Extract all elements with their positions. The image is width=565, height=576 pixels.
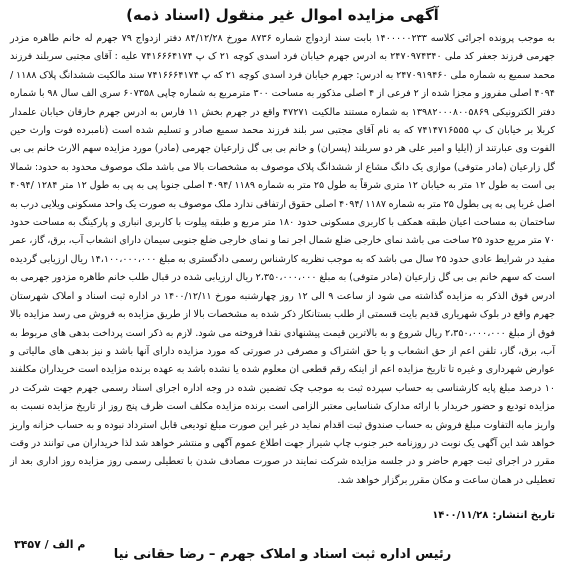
publication-date-value: ۱۴۰۰/۱۱/۲۸	[432, 510, 489, 521]
publication-date	[428, 508, 555, 524]
publication-date-label: تاریخ انتشار:	[492, 510, 555, 521]
notice-title: آگهی مزایده اموال غیر منقول (اسناد ذمه)	[126, 6, 439, 24]
notice-footer	[10, 508, 555, 568]
reference-code: ۳۴۵۷ / م الف	[14, 538, 86, 551]
signature-line: رئیس اداره ثبت اسناد و املاک جهرم – رضا حقانی نیا	[113, 547, 452, 562]
notice-body: به موجب پرونده اجرائی کلاسه ۱۴۰۰۰۰۰۲۳۳ بابت سند ازدواج شماره ۸۷۳۶ مورخ ۸۴/۱۲/۲۸ دفتر ازدواج ۷۹ جهرم له خانم طاهره مزدر جهرمی فرزند جعفر کد ملی ۲۴۷۰۹۷۴۳۴۰ به ادرس جهرم خیابان فرد اسدی کوچه ۲۱ ک پ ۷۴۱۶۶۶۴۱۷۴ علیه : آقای مجتبی سربلند فرزند محمد سمیع به شماره ملی ۲۴۷۰۹۱۹۴۶۰ به ادرس: جهرم خیابان فرد اسدی کوچه ۲۱ که پ ۷۴۱۶۶۶۴۱۷۴ سند مالکیت ششدانگ پلاک ۱۱۸۸ /۴۰۹۴ اصلی مفروز و مجزا شده از ۲ فرعی از ۴ اصلی مذکور به مساحت ۳۰۰ مترمربع به شماره چاپی ۶۰۷۳۵۸ سری الف سال ۹۸ با شماره دفتر الکترونیکی ۱۳۹۸۲۰۰۰۸۰۰۵۸۶۹ به شماره مستند مالکیت ۴۷۲۷۱ واقع در جهرم بخش ۱۱ فارس به ادرس جهرم خارقان خیابان علمدار کربلا بر خیابان ک پ ۷۴۱۴۷۱۶۵۵۵ که به نام آقای مجتبی سر بلند فرزند محمد سمیع صادر و تسلیم شده است (نامبرده فوت وارث حین الفوت وی عبارتند از (ایلیا و امیر علی هر دو سربلند (پسران) و خانم بی بی گل زارعیان جهرمی (مادر) مورد مزایده سهم الارث خانم بی بی گل زارعیان (مادر متوفی) موازی یک دانگ مشاع از ششدانگ پلاک موصوف به مشخصات بالا می باشد ملک موصوف محدود به حدود: شمالا بی است به طول ۱۲ متر به خیابان ۱۲ متری شرقاً به طول ۲۵ متر به شماره ۱۱۸۹ /۴۰۹۴ اصلی جنوبا پی به پی به طول ۱۲ متر ۱۲۸۴ /۴۰۹۴ اصل غربا پی به پی بطول ۲۵ متر به شماره ۱۱۸۷ /۴۰۹۴ اصلی حقوق ارتفاقی ندارد ملک موصوف به صورت یک واحد مسکونی ویلایی درب به ساختمان به مساحت اعیان طبقه همکف با کاربری مسکونی حدود ۱۸۰ متر مربع و طبقه پیلوت با کاربری انباری و پارکینگ به مساحت حدود ۷۰ متر مربع حدود ۲۵ ساخت می باشد نمای خارجی ضلع شمال اجر نما و نمای خارجی ضلع جنوبی سیمان دارای انشعاب آب، برق، گاز، عمر مفید در شرایط عادی حدود ۲۵ سال می باشد که به موجب نظریه کارشناس رسمی دادگستری به مبلغ ۱۴،۱۰۰،۰۰۰،۰۰۰ ریال ارزیابی گردیده است که سهم خانم بی بی گل زارعیان (مادر متوفی) به مبلغ ۲،۳۵۰،۰۰۰،۰۰۰ ریال ارزیابی شده در قبال طلب خانم طاهره مزدور جهرمی به ادرس فوق الذکر به مزایده گذاشته می شود از ساعت ۹ الی ۱۲ روز چهارشنبه مورخ ۱۴۰۰/۱۲/۱۱ در اداره ثبت اسناد و املاک شهرستان جهرم واقع در بلوک شهریاری قدیم بایت قسمتی از طلب بستانکار ذکر شده به مشخصات بالا از طریق مزایده به فروش می رسد مزایده بالا فوق از مبلغ ۲،۳۵۰،۰۰۰،۰۰۰ ریال شروع و به بالاترین قیمت پیشنهادی نقدا فروخته می شود. لازم به ذکر است پرداخت بدهی های مربوط به آب، برق، گاز، تلفن اعم از حق انشعاب و یا حق اشتراک و مصرفی در صورتی که مورد مزایده دارای آنها باشد و نیز بدهی های مالیاتی و عوارض شهرداری و غیره تا تاریخ مزایده اعم از اینکه رقم قطعی ان معلوم شده یا نشده باشد به عهده برنده مزایده است خریداران مکلفند ۱۰ درصد مبلغ پایه کارشناسی به حساب سپرده ثبت به موجب چک تضمین شده در وجه اداره اجرای اسناد رسمی جهرم جهت شرکت در مزایده تودیع و حضور خریدار با ارائه مدارک شناسایی معتبر الزامی است برنده مزایده مکلف است ظرف پنج روز از تاریخ مزایده نسبت به واریز مابه التفاوت مبلغ فروش به حساب صندوق ثبت اقدام نماید در غیر این صورت مبلغ تودیعی قابل استرداد نبوده و به حساب خزانه واریز خواهد شد این آگهی یک نوبت در روزنامه خبر جنوب چاپ شیراز جهت اطلاع عموم آگهی و منتشر خواهد شد لذا خریداران می توانند در وقت مقرر در اجرای ثبت جهرم حاضر و در جلسه مزایده شرکت نمایند در صورت مصادف شدن با تعطیلی رسمی روز مزایده روز اداری بعد از تعطیلی در همان ساعت و مکان مقرر برگزار خواهد شد.	[10, 33, 556, 486]
